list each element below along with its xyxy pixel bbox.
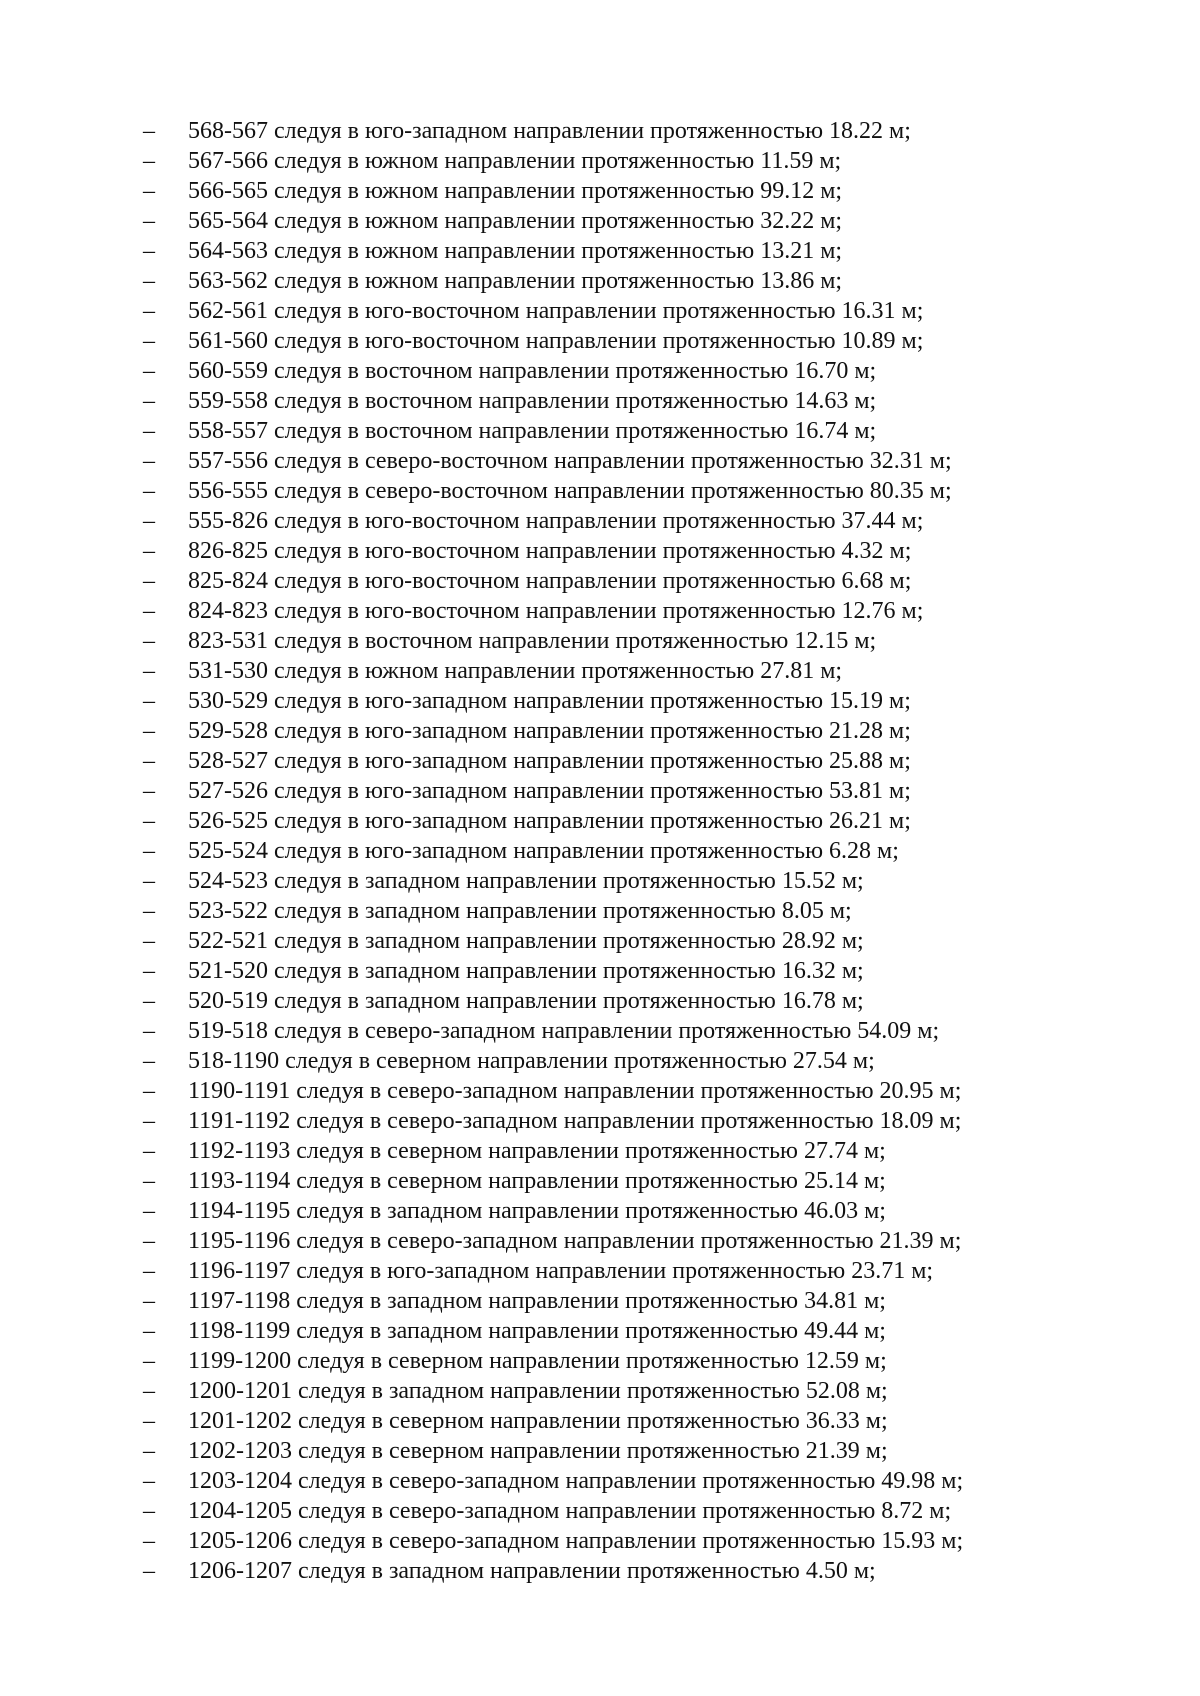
- segment-description: 565-564 следуя в южном направлении протяженностью 32.22 м;: [188, 208, 843, 234]
- list-bullet-dash: –: [143, 778, 155, 804]
- segment-description: 1204-1205 следуя в северо-западном направлении протяженностью 8.72 м;: [188, 1498, 952, 1524]
- list-item: [0, 296, 1200, 326]
- list-bullet-dash: –: [143, 388, 155, 414]
- list-item: [0, 356, 1200, 386]
- list-bullet-dash: –: [143, 328, 155, 354]
- segment-description: 1191-1192 следуя в северо-западном направлении протяженностью 18.09 м;: [188, 1108, 962, 1134]
- list-item: [0, 1556, 1200, 1586]
- list-bullet-dash: –: [143, 1348, 155, 1374]
- list-item: [0, 626, 1200, 656]
- list-item: [0, 1346, 1200, 1376]
- segment-description: 558-557 следуя в восточном направлении протяженностью 16.74 м;: [188, 418, 877, 444]
- list-bullet-dash: –: [143, 598, 155, 624]
- segment-description: 1203-1204 следуя в северо-западном направлении протяженностью 49.98 м;: [188, 1468, 964, 1494]
- list-bullet-dash: –: [143, 658, 155, 684]
- list-bullet-dash: –: [143, 238, 155, 264]
- list-item: [0, 806, 1200, 836]
- list-bullet-dash: –: [143, 358, 155, 384]
- list-bullet-dash: –: [143, 838, 155, 864]
- segment-description: 529-528 следуя в юго-западном направлении протяженностью 21.28 м;: [188, 718, 911, 744]
- list-item: [0, 836, 1200, 866]
- list-bullet-dash: –: [143, 718, 155, 744]
- list-bullet-dash: –: [143, 1258, 155, 1284]
- list-bullet-dash: –: [143, 1408, 155, 1434]
- segment-description: 1194-1195 следуя в западном направлении протяженностью 46.03 м;: [188, 1198, 886, 1224]
- list-item: [0, 1496, 1200, 1526]
- list-bullet-dash: –: [143, 868, 155, 894]
- list-item: [0, 476, 1200, 506]
- list-item: [0, 1046, 1200, 1076]
- list-bullet-dash: –: [143, 1018, 155, 1044]
- boundary-segment-list: [0, 116, 1200, 1586]
- list-bullet-dash: –: [143, 1528, 155, 1554]
- list-bullet-dash: –: [143, 688, 155, 714]
- segment-description: 524-523 следуя в западном направлении протяженностью 15.52 м;: [188, 868, 864, 894]
- list-item: [0, 1466, 1200, 1496]
- segment-description: 1200-1201 следуя в западном направлении протяженностью 52.08 м;: [188, 1378, 888, 1404]
- list-bullet-dash: –: [143, 958, 155, 984]
- segment-description: 527-526 следуя в юго-западном направлении протяженностью 53.81 м;: [188, 778, 911, 804]
- list-bullet-dash: –: [143, 268, 155, 294]
- list-bullet-dash: –: [143, 898, 155, 924]
- segment-description: 1198-1199 следуя в западном направлении протяженностью 49.44 м;: [188, 1318, 886, 1344]
- segment-description: 564-563 следуя в южном направлении протяженностью 13.21 м;: [188, 238, 843, 264]
- segment-description: 518-1190 следуя в северном направлении протяженностью 27.54 м;: [188, 1048, 875, 1074]
- segment-description: 825-824 следуя в юго-восточном направлении протяженностью 6.68 м;: [188, 568, 912, 594]
- list-item: [0, 206, 1200, 236]
- list-item: [0, 986, 1200, 1016]
- list-item: [0, 1526, 1200, 1556]
- list-bullet-dash: –: [143, 1558, 155, 1584]
- list-item: [0, 656, 1200, 686]
- list-item: [0, 1286, 1200, 1316]
- list-bullet-dash: –: [143, 508, 155, 534]
- segment-description: 567-566 следуя в южном направлении протяженностью 11.59 м;: [188, 148, 842, 174]
- segment-description: 823-531 следуя в восточном направлении протяженностью 12.15 м;: [188, 628, 877, 654]
- list-bullet-dash: –: [143, 1378, 155, 1404]
- list-bullet-dash: –: [143, 748, 155, 774]
- list-item: [0, 1196, 1200, 1226]
- list-item: [0, 536, 1200, 566]
- segment-description: 1197-1198 следуя в западном направлении протяженностью 34.81 м;: [188, 1288, 886, 1314]
- list-bullet-dash: –: [143, 538, 155, 564]
- list-bullet-dash: –: [143, 928, 155, 954]
- segment-description: 530-529 следуя в юго-западном направлении протяженностью 15.19 м;: [188, 688, 911, 714]
- segment-description: 556-555 следуя в северо-восточном направлении протяженностью 80.35 м;: [188, 478, 952, 504]
- list-bullet-dash: –: [143, 1108, 155, 1134]
- segment-description: 560-559 следуя в восточном направлении протяженностью 16.70 м;: [188, 358, 877, 384]
- list-bullet-dash: –: [143, 298, 155, 324]
- list-bullet-dash: –: [143, 178, 155, 204]
- list-bullet-dash: –: [143, 448, 155, 474]
- list-item: [0, 776, 1200, 806]
- list-item: [0, 566, 1200, 596]
- segment-description: 557-556 следуя в северо-восточном направлении протяженностью 32.31 м;: [188, 448, 952, 474]
- list-bullet-dash: –: [143, 478, 155, 504]
- segment-description: 1206-1207 следуя в западном направлении протяженностью 4.50 м;: [188, 1558, 876, 1584]
- segment-description: 1193-1194 следуя в северном направлении протяженностью 25.14 м;: [188, 1168, 886, 1194]
- list-bullet-dash: –: [143, 628, 155, 654]
- segment-description: 522-521 следуя в западном направлении протяженностью 28.92 м;: [188, 928, 864, 954]
- segment-description: 563-562 следуя в южном направлении протяженностью 13.86 м;: [188, 268, 843, 294]
- list-item: [0, 116, 1200, 146]
- list-item: [0, 746, 1200, 776]
- list-bullet-dash: –: [143, 1228, 155, 1254]
- list-bullet-dash: –: [143, 1498, 155, 1524]
- list-item: [0, 266, 1200, 296]
- list-item: [0, 1256, 1200, 1286]
- segment-description: 1195-1196 следуя в северо-западном направлении протяженностью 21.39 м;: [188, 1228, 962, 1254]
- list-item: [0, 1016, 1200, 1046]
- list-item: [0, 1436, 1200, 1466]
- list-item: [0, 1136, 1200, 1166]
- list-item: [0, 716, 1200, 746]
- segment-description: 824-823 следуя в юго-восточном направлении протяженностью 12.76 м;: [188, 598, 924, 624]
- list-bullet-dash: –: [143, 1288, 155, 1314]
- list-item: [0, 1406, 1200, 1436]
- list-bullet-dash: –: [143, 1078, 155, 1104]
- segment-description: 519-518 следуя в северо-западном направлении протяженностью 54.09 м;: [188, 1018, 940, 1044]
- list-bullet-dash: –: [143, 1468, 155, 1494]
- list-item: [0, 146, 1200, 176]
- segment-description: 520-519 следуя в западном направлении протяженностью 16.78 м;: [188, 988, 864, 1014]
- list-bullet-dash: –: [143, 988, 155, 1014]
- list-item: [0, 896, 1200, 926]
- list-item: [0, 866, 1200, 896]
- list-bullet-dash: –: [143, 1048, 155, 1074]
- list-bullet-dash: –: [143, 1168, 155, 1194]
- list-item: [0, 1226, 1200, 1256]
- list-bullet-dash: –: [143, 418, 155, 444]
- segment-description: 1205-1206 следуя в северо-западном направлении протяженностью 15.93 м;: [188, 1528, 964, 1554]
- segment-description: 521-520 следуя в западном направлении протяженностью 16.32 м;: [188, 958, 864, 984]
- segment-description: 1190-1191 следуя в северо-западном направлении протяженностью 20.95 м;: [188, 1078, 962, 1104]
- list-item: [0, 446, 1200, 476]
- list-item: [0, 386, 1200, 416]
- list-item: [0, 1106, 1200, 1136]
- segment-description: 568-567 следуя в юго-западном направлении протяженностью 18.22 м;: [188, 118, 911, 144]
- list-item: [0, 1316, 1200, 1346]
- segment-description: 1201-1202 следуя в северном направлении протяженностью 36.33 м;: [188, 1408, 888, 1434]
- segment-description: 1192-1193 следуя в северном направлении протяженностью 27.74 м;: [188, 1138, 886, 1164]
- list-item: [0, 926, 1200, 956]
- list-item: [0, 506, 1200, 536]
- segment-description: 562-561 следуя в юго-восточном направлении протяженностью 16.31 м;: [188, 298, 924, 324]
- segment-description: 1202-1203 следуя в северном направлении протяженностью 21.39 м;: [188, 1438, 888, 1464]
- list-bullet-dash: –: [143, 1438, 155, 1464]
- list-bullet-dash: –: [143, 1138, 155, 1164]
- segment-description: 1196-1197 следуя в юго-западном направлении протяженностью 23.71 м;: [188, 1258, 934, 1284]
- list-item: [0, 176, 1200, 206]
- segment-description: 528-527 следуя в юго-западном направлении протяженностью 25.88 м;: [188, 748, 911, 774]
- segment-description: 523-522 следуя в западном направлении протяженностью 8.05 м;: [188, 898, 852, 924]
- list-item: [0, 236, 1200, 266]
- list-item: [0, 596, 1200, 626]
- list-bullet-dash: –: [143, 208, 155, 234]
- list-item: [0, 686, 1200, 716]
- list-item: [0, 1166, 1200, 1196]
- segment-description: 555-826 следуя в юго-восточном направлении протяженностью 37.44 м;: [188, 508, 924, 534]
- segment-description: 561-560 следуя в юго-восточном направлении протяженностью 10.89 м;: [188, 328, 924, 354]
- list-item: [0, 1076, 1200, 1106]
- segment-description: 826-825 следуя в юго-восточном направлении протяженностью 4.32 м;: [188, 538, 912, 564]
- list-bullet-dash: –: [143, 1318, 155, 1344]
- segment-description: 526-525 следуя в юго-западном направлении протяженностью 26.21 м;: [188, 808, 911, 834]
- list-item: [0, 326, 1200, 356]
- list-bullet-dash: –: [143, 568, 155, 594]
- list-item: [0, 416, 1200, 446]
- segment-description: 531-530 следуя в южном направлении протяженностью 27.81 м;: [188, 658, 843, 684]
- list-bullet-dash: –: [143, 1198, 155, 1224]
- list-bullet-dash: –: [143, 118, 155, 144]
- segment-description: 1199-1200 следуя в северном направлении протяженностью 12.59 м;: [188, 1348, 887, 1374]
- list-item: [0, 1376, 1200, 1406]
- segment-description: 566-565 следуя в южном направлении протяженностью 99.12 м;: [188, 178, 843, 204]
- list-item: [0, 956, 1200, 986]
- list-bullet-dash: –: [143, 808, 155, 834]
- segment-description: 525-524 следуя в юго-западном направлении протяженностью 6.28 м;: [188, 838, 899, 864]
- segment-description: 559-558 следуя в восточном направлении протяженностью 14.63 м;: [188, 388, 877, 414]
- list-bullet-dash: –: [143, 148, 155, 174]
